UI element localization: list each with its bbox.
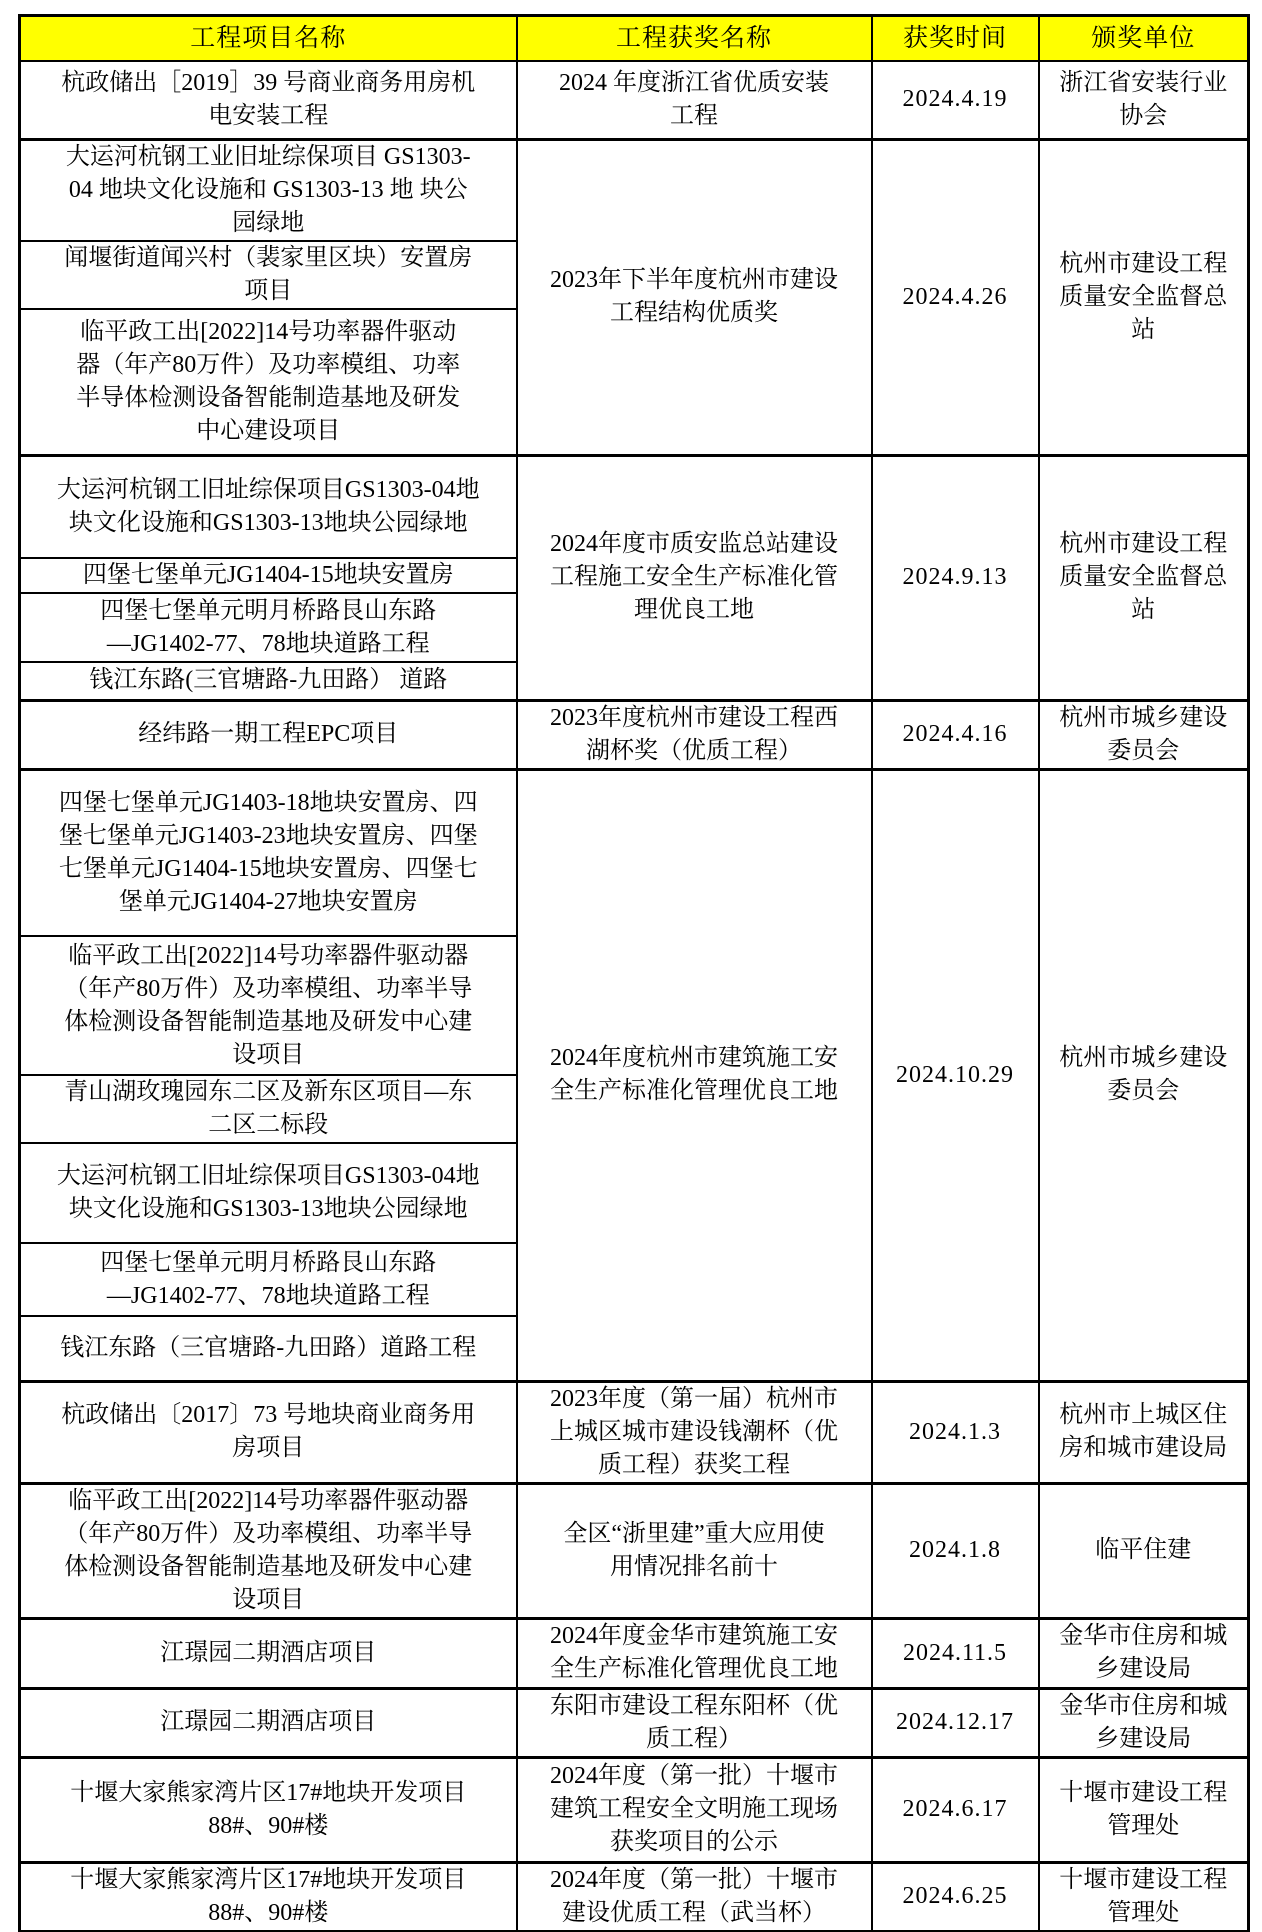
award-unit-cell: 十堰市建设工程 管理处 xyxy=(1039,1757,1249,1862)
awards-table-body xyxy=(20,61,1249,1931)
project-name-cell: 临平政工出[2022]14号功率器件驱动 器（年产80万件）及功率模组、功率 半导体检测设备智能制造基地及研发 中心建设项目 xyxy=(20,309,517,455)
award-date-cell: 2024.6.25 xyxy=(872,1862,1039,1931)
award-date-cell: 2024.4.16 xyxy=(872,700,1039,769)
col-header-project-name: 工程项目名称 xyxy=(20,16,517,62)
award-name-cell: 2024年度（第一批）十堰市 建筑工程安全文明施工现场 获奖项目的公示 xyxy=(517,1757,872,1862)
award-name-cell: 2024年度（第一批）十堰市 建设优质工程（武当杯） xyxy=(517,1862,872,1931)
project-name-cell: 江璟园二期酒店项目 xyxy=(20,1618,517,1688)
award-name-cell: 全区“浙里建”重大应用使 用情况排名前十 xyxy=(517,1483,872,1618)
table-row xyxy=(20,1618,1249,1688)
project-name-cell: 钱江东路（三官塘路-九田路）道路工程 xyxy=(20,1316,517,1381)
project-name-cell: 闻堰街道闻兴村（裴家里区块）安置房 项目 xyxy=(20,241,517,309)
award-date-cell: 2024.11.5 xyxy=(872,1618,1039,1688)
award-unit-cell: 金华市住房和城 乡建设局 xyxy=(1039,1688,1249,1757)
award-unit-cell: 杭州市城乡建设 委员会 xyxy=(1039,700,1249,769)
table-row xyxy=(20,1757,1249,1862)
award-name-cell: 东阳市建设工程东阳杯（优 质工程） xyxy=(517,1688,872,1757)
project-name-cell: 大运河杭钢工旧址综保项目GS1303-04地 块文化设施和GS1303-13地块公园绿地 xyxy=(20,455,517,558)
project-name-cell: 经纬路一期工程EPC项目 xyxy=(20,700,517,769)
award-date-cell: 2024.9.13 xyxy=(872,455,1039,700)
table-row xyxy=(20,769,1249,936)
project-name-cell: 杭政储出〔2017〕73 号地块商业商务用 房项目 xyxy=(20,1381,517,1483)
col-header-award-date: 获奖时间 xyxy=(872,16,1039,62)
award-name-cell: 2024年度杭州市建筑施工安 全生产标准化管理优良工地 xyxy=(517,769,872,1381)
award-unit-cell: 杭州市建设工程 质量安全监督总 站 xyxy=(1039,139,1249,455)
project-name-cell: 十堰大家熊家湾片区17#地块开发项目 88#、90#楼 xyxy=(20,1862,517,1931)
table-row xyxy=(20,139,1249,241)
header-row xyxy=(20,16,1249,62)
table-row xyxy=(20,1862,1249,1931)
award-unit-cell: 金华市住房和城 乡建设局 xyxy=(1039,1618,1249,1688)
award-unit-cell: 临平住建 xyxy=(1039,1483,1249,1618)
project-name-cell: 大运河杭钢工旧址综保项目GS1303-04地 块文化设施和GS1303-13地块公园绿地 xyxy=(20,1143,517,1243)
table-row xyxy=(20,61,1249,139)
award-name-cell: 2024年度金华市建筑施工安 全生产标准化管理优良工地 xyxy=(517,1618,872,1688)
project-name-cell: 临平政工出[2022]14号功率器件驱动器 （年产80万件）及功率模组、功率半导 体检测设备智能制造基地及研发中心建 设项目 xyxy=(20,936,517,1075)
col-header-award-name: 工程获奖名称 xyxy=(517,16,872,62)
project-name-cell: 四堡七堡单元明月桥路艮山东路 —JG1402-77、78地块道路工程 xyxy=(20,593,517,662)
award-date-cell: 2024.4.26 xyxy=(872,139,1039,455)
project-name-cell: 大运河杭钢工业旧址综保项目 GS1303- 04 地块文化设施和 GS1303-13 地 块公 园绿地 xyxy=(20,139,517,241)
project-name-cell: 四堡七堡单元JG1404-15地块安置房 xyxy=(20,558,517,593)
award-unit-cell: 杭州市上城区住 房和城市建设局 xyxy=(1039,1381,1249,1483)
award-name-cell: 2024 年度浙江省优质安装 工程 xyxy=(517,61,872,139)
table-row xyxy=(20,1483,1249,1618)
project-name-cell: 江璟园二期酒店项目 xyxy=(20,1688,517,1757)
project-name-cell: 杭政储出［2019］39 号商业商务用房机 电安装工程 xyxy=(20,61,517,139)
award-unit-cell: 十堰市建设工程 管理处 xyxy=(1039,1862,1249,1931)
award-unit-cell: 杭州市建设工程 质量安全监督总 站 xyxy=(1039,455,1249,700)
award-unit-cell: 杭州市城乡建设 委员会 xyxy=(1039,769,1249,1381)
award-date-cell: 2024.6.17 xyxy=(872,1757,1039,1862)
awards-table xyxy=(18,14,1250,1932)
award-unit-cell: 浙江省安装行业 协会 xyxy=(1039,61,1249,139)
project-name-cell: 四堡七堡单元明月桥路艮山东路 —JG1402-77、78地块道路工程 xyxy=(20,1243,517,1316)
award-date-cell: 2024.12.17 xyxy=(872,1688,1039,1757)
table-row xyxy=(20,1688,1249,1757)
table-row xyxy=(20,455,1249,558)
award-name-cell: 2023年度（第一届）杭州市 上城区城市建设钱潮杯（优 质工程）获奖工程 xyxy=(517,1381,872,1483)
project-name-cell: 临平政工出[2022]14号功率器件驱动器 （年产80万件）及功率模组、功率半导 体检测设备智能制造基地及研发中心建 设项目 xyxy=(20,1483,517,1618)
award-name-cell: 2023年下半年度杭州市建设 工程结构优质奖 xyxy=(517,139,872,455)
project-name-cell: 钱江东路(三官塘路-九田路） 道路 xyxy=(20,662,517,700)
project-name-cell: 十堰大家熊家湾片区17#地块开发项目 88#、90#楼 xyxy=(20,1757,517,1862)
table-row xyxy=(20,700,1249,769)
award-date-cell: 2024.4.19 xyxy=(872,61,1039,139)
award-date-cell: 2024.1.8 xyxy=(872,1483,1039,1618)
award-date-cell: 2024.10.29 xyxy=(872,769,1039,1381)
award-name-cell: 2024年度市质安监总站建设 工程施工安全生产标准化管 理优良工地 xyxy=(517,455,872,700)
col-header-award-unit: 颁奖单位 xyxy=(1039,16,1249,62)
project-name-cell: 四堡七堡单元JG1403-18地块安置房、四 堡七堡单元JG1403-23地块安置房、四堡 七堡单元JG1404-15地块安置房、四堡七 堡单元JG1404-27地块安置房 xyxy=(20,769,517,936)
table-row xyxy=(20,1381,1249,1483)
award-date-cell: 2024.1.3 xyxy=(872,1381,1039,1483)
project-name-cell: 青山湖玫瑰园东二区及新东区项目—东 二区二标段 xyxy=(20,1075,517,1143)
award-name-cell: 2023年度杭州市建设工程西 湖杯奖（优质工程） xyxy=(517,700,872,769)
